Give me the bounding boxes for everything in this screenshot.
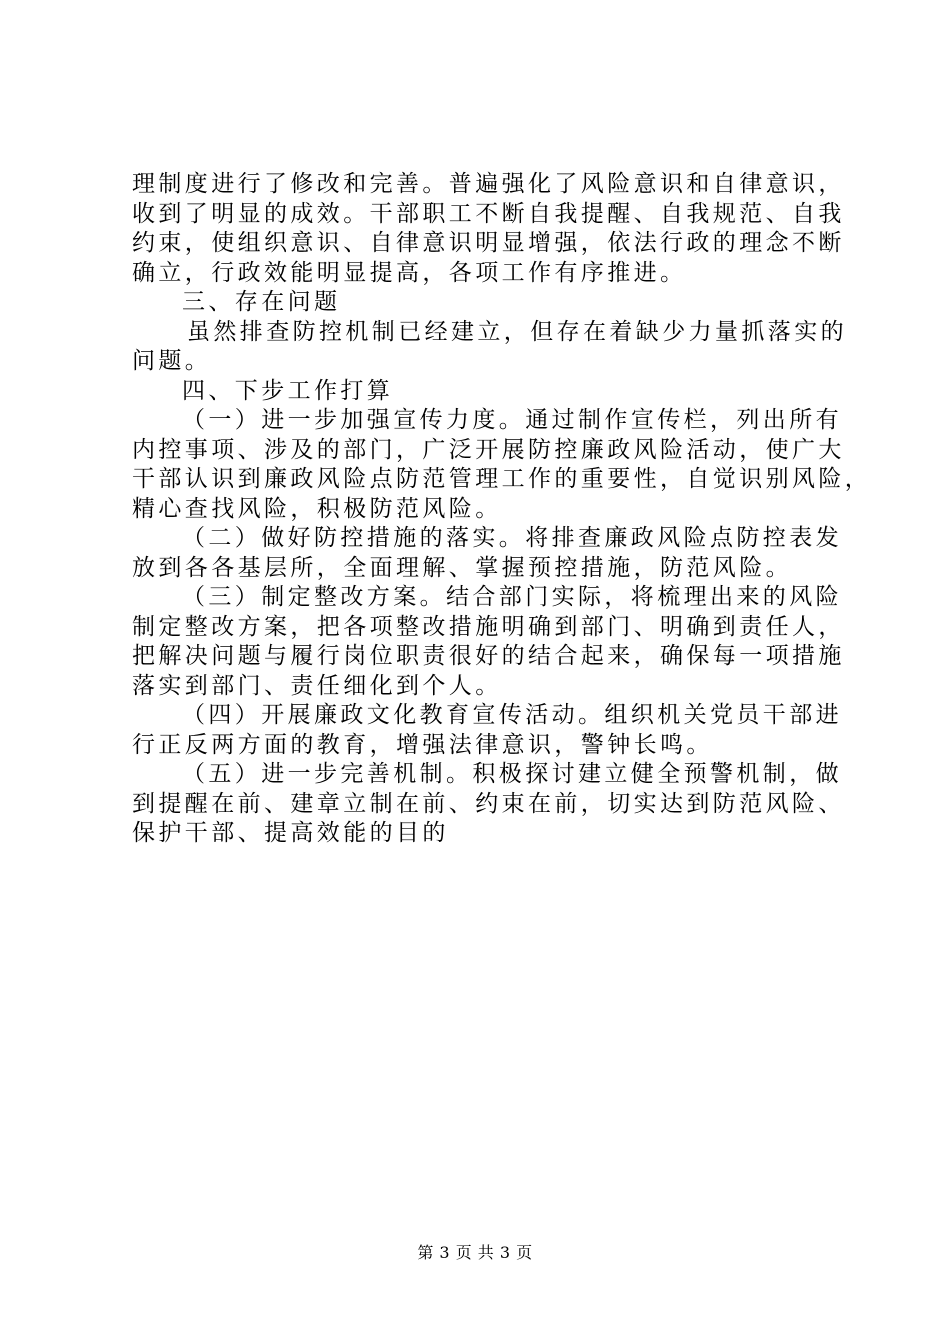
text-line: 虽然排查防控机制已经建立，但存在着缺少力量抓落实的 bbox=[187, 318, 847, 345]
paragraph-p1 bbox=[132, 170, 845, 288]
text-line: 放到各各基层所，全面理解、掌握预控措施，防范风险。 bbox=[132, 554, 792, 581]
section-heading-4 bbox=[132, 377, 782, 407]
text-line: （三）制定整改方案。结合部门实际，将梳理出来的风险 bbox=[182, 584, 842, 610]
text-line: 制定整改方案，把各项整改措施明确到部门、明确到责任人， bbox=[132, 613, 845, 640]
text-line: 精心查找风险，积极防范风险。 bbox=[132, 495, 502, 522]
heading-text: 三、存在问题 bbox=[182, 289, 341, 315]
text-line: 理制度进行了修改和完善。普遍强化了风险意识和自律意识， bbox=[132, 171, 845, 197]
section-heading-3 bbox=[132, 288, 782, 318]
text-line: 问题。 bbox=[132, 348, 212, 374]
text-line: （一）进一步加强宣传力度。通过制作宣传栏，列出所有 bbox=[182, 407, 842, 433]
text-line: （五）进一步完善机制。积极探讨建立健全预警机制，做 bbox=[182, 761, 842, 787]
paragraph-p3 bbox=[132, 406, 872, 524]
text-line: 干部认识到廉政风险点防范管理工作的重要性，自觉识别风险， bbox=[132, 466, 872, 492]
text-line: 确立，行政效能明显提高，各项工作有序推进。 bbox=[132, 259, 687, 286]
text-line: （四）开展廉政文化教育宣传活动。组织机关党员干部进 bbox=[182, 702, 842, 728]
paragraph-p2 bbox=[132, 318, 847, 377]
text-line: 行正反两方面的教育，增强法律意识，警钟长鸣。 bbox=[132, 731, 713, 758]
text-line: 收到了明显的成效。干部职工不断自我提醒、自我规范、自我 bbox=[132, 200, 845, 227]
text-line: 内控事项、涉及的部门，广泛开展防控廉政风险活动，使广大 bbox=[132, 436, 845, 463]
paragraph-p5 bbox=[132, 583, 845, 701]
paragraph-p4 bbox=[132, 524, 842, 583]
text-line: 保护干部、提高效能的目的 bbox=[132, 820, 449, 846]
document-body bbox=[132, 170, 872, 849]
text-line: 到提醒在前、建章立制在前、约束在前，切实达到防范风险、 bbox=[132, 790, 845, 817]
text-line: 落实到部门、责任细化到个人。 bbox=[132, 672, 502, 699]
heading-text: 四、下步工作打算 bbox=[182, 377, 394, 404]
text-line: 约束，使组织意识、自律意识明显增强，依法行政的理念不断 bbox=[132, 230, 845, 256]
paragraph-p6 bbox=[132, 701, 842, 760]
page-number-label: 第 3 页 共 3 页 bbox=[417, 1243, 533, 1262]
text-line: 把解决问题与履行岗位职责很好的结合起来，确保每一项措施 bbox=[132, 643, 845, 669]
page-footer bbox=[0, 1243, 950, 1263]
text-line: （二）做好防控措施的落实。将排查廉政风险点防控表发 bbox=[182, 525, 842, 551]
paragraph-p7 bbox=[132, 760, 845, 849]
